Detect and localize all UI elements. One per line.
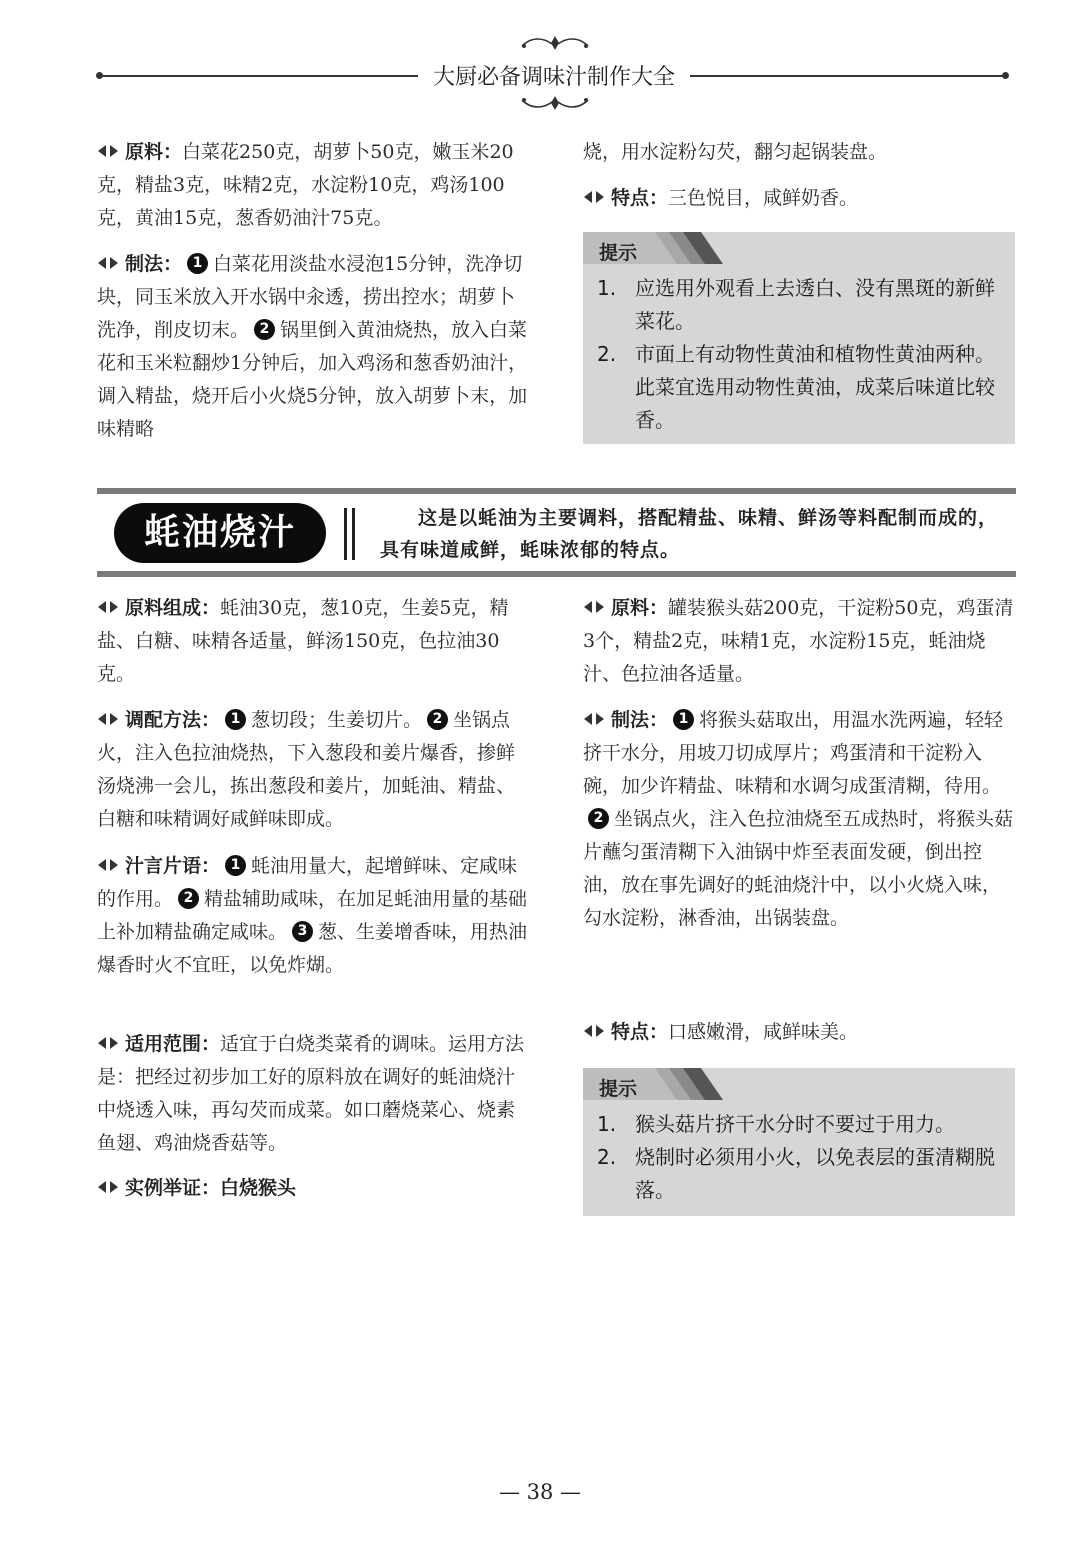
diamond-bullet-icon: [97, 712, 119, 726]
tip-item-number: 1.: [597, 276, 617, 300]
page-header-title: 大厨必备调味汁制作大全: [432, 65, 675, 90]
step-number-badge: 3: [292, 921, 313, 942]
s1-feature-label: 特点：: [611, 187, 669, 209]
s2-composition-text: 蚝油30克，葱10克，生姜5克，精盐、白糖、味精各适量，鲜汤150克，色拉油30克。: [97, 597, 509, 685]
diamond-bullet-icon: [583, 1024, 605, 1038]
tip-item-text: 猴头菇片挤干水分时不要过于用力。: [635, 1112, 955, 1136]
tip-item-text: 烧制时必须用小火，以免表层的蛋清糊脱落。: [635, 1145, 995, 1202]
s2-notes-step1: 蚝油用量大，起增鲜味、定咸味的作用。: [97, 855, 518, 910]
page-number: — 38 —: [498, 1480, 582, 1504]
s1-method-step2: 锅里倒入黄油烧热，放入白菜花和玉米粒翻炒1分钟后，加入鸡汤和葱香奶油汁，调入精盐，烧开后小火烧5分钟，放入胡萝卜末，加味精略: [97, 319, 528, 440]
step-number-badge: 1: [187, 253, 208, 274]
step-number-badge: 2: [588, 808, 609, 829]
s1-continuation-text: 烧，用水淀粉勾芡，翻匀起锅装盘。: [583, 141, 888, 163]
diamond-bullet-icon: [97, 1180, 119, 1194]
step-number-badge: 1: [225, 855, 246, 876]
s2-method-label: 制法：: [611, 709, 669, 731]
s1-ingredients-paragraph: [97, 136, 529, 235]
s2-tip-box: [583, 1068, 1015, 1216]
tip-item-number: 2.: [597, 1145, 617, 1169]
diamond-bullet-icon: [97, 144, 119, 158]
section-title: 蚝油烧汁: [143, 512, 296, 553]
tip-item-number: 2.: [597, 342, 617, 366]
s1-method-paragraph: [97, 248, 529, 446]
section-intro: 这是以蚝油为主要调料，搭配精盐、味精、鲜汤等料配制而成的，具有味道咸鲜，蚝味浓郁的特点。: [380, 507, 999, 561]
s1-feature-text: 三色悦目，咸鲜奶香。: [668, 187, 859, 209]
tip-item-text: 应选用外观看上去透白、没有黑斑的新鲜菜花。: [635, 276, 995, 333]
s2-prep-label: 调配方法：: [125, 709, 221, 731]
s1-method-label: 制法：: [125, 253, 183, 275]
s2-prep-paragraph: [97, 704, 529, 836]
s2-ingredients-label: 原料：: [611, 597, 669, 619]
s2-scope-label: 适用范围：: [125, 1033, 221, 1055]
divider-bar: [352, 508, 355, 560]
list-item: [597, 1141, 1007, 1207]
s2-method-step1: 将猴头菇取出，用温水洗两遍，轻轻挤干水分，用坡刀切成厚片；鸡蛋清和干淀粉入碗，加少许精盐、味精和水调匀成蛋清糊，待用。: [583, 709, 1004, 797]
s2-feature-text: 口感嫩滑，咸鲜味美。: [668, 1021, 859, 1043]
s1-method-step1: 白菜花用淡盐水浸泡15分钟，洗净切块，同玉米放入开水锅中汆透，捞出控水；胡萝卜洗净，削皮切末。: [97, 253, 523, 341]
s1-feature-paragraph: [583, 182, 1015, 215]
diamond-bullet-icon: [583, 190, 605, 204]
s2-notes-label: 汁言片语：: [125, 855, 221, 877]
step-number-badge: 2: [427, 709, 448, 730]
s2-feature-label: 特点：: [611, 1021, 669, 1043]
list-item: [597, 338, 1007, 437]
diamond-bullet-icon: [97, 600, 119, 614]
s2-method-step2: 坐锅点火，注入色拉油烧至五成热时，将猴头菇片蘸匀蛋清糊下入油锅中炸至表面发硬，倒出控油，放在事先调好的蚝油烧汁中，以小火烧入味，勾水淀粉，淋香油，出锅装盘。: [583, 808, 1014, 929]
s1-tip-list: [597, 272, 1007, 437]
s2-scope-text: 适宜于白烧类菜肴的调味。运用方法是：把经过初步加工好的原料放在调好的蚝油烧汁中烧透入味，再勾芡而成菜。如口蘑烧菜心、烧素鱼翅、鸡油烧香菇等。: [97, 1033, 525, 1154]
s2-example-text: 白烧猴头: [220, 1177, 297, 1199]
header-rule-left: [100, 75, 418, 77]
s2-notes-paragraph: [97, 850, 529, 982]
diamond-bullet-icon: [97, 1036, 119, 1050]
s2-composition-paragraph: [97, 592, 529, 691]
diamond-bullet-icon: [583, 600, 605, 614]
step-number-badge: 1: [225, 709, 246, 730]
section-divider-top: [97, 488, 1016, 494]
s2-feature-paragraph: [583, 1016, 1015, 1049]
header-ornament-bottom: [518, 94, 592, 112]
s1-tip-box: [583, 232, 1015, 444]
divider-bar: [344, 508, 347, 560]
s2-composition-label: 原料组成：: [125, 597, 221, 619]
step-number-badge: 2: [254, 319, 275, 340]
diamond-bullet-icon: [97, 256, 119, 270]
section-divider-bottom: [97, 571, 1016, 577]
tip-item-text: 市面上有动物性黄油和植物性黄油两种。此菜宜选用动物性黄油，成菜后味道比较香。: [635, 342, 995, 432]
step-number-badge: 1: [673, 709, 694, 730]
list-item: [597, 272, 1007, 338]
header-line-dot-right: [1002, 72, 1009, 79]
s2-prep-step2: 坐锅点火，注入色拉油烧热，下入葱段和姜片爆香，掺鲜汤烧沸一会儿，拣出葱段和姜片，加蚝油、精盐、白糖和味精调好咸鲜味即成。: [97, 709, 516, 830]
s1-method-continuation: [583, 136, 1015, 169]
s2-prep-step1: 葱切段；生姜切片。: [251, 709, 423, 731]
diamond-bullet-icon: [97, 858, 119, 872]
s2-tip-label: 提示: [599, 1078, 638, 1100]
s1-ingredients-label: 原料：: [125, 141, 183, 163]
list-item: [597, 1108, 1007, 1141]
s2-notes-step2: 精盐辅助咸味，在加足蚝油用量的基础上补加精盐确定咸味。: [97, 888, 528, 943]
section-title-banner: [114, 503, 326, 563]
s2-example-label: 实例举证：: [125, 1177, 221, 1199]
tip-item-number: 1.: [597, 1112, 617, 1136]
step-number-badge: 2: [178, 888, 199, 909]
s2-method-paragraph: [583, 704, 1015, 935]
diamond-bullet-icon: [583, 712, 605, 726]
s1-tip-label: 提示: [599, 242, 638, 264]
s2-tip-list: [597, 1108, 1007, 1207]
s2-example-paragraph: [97, 1172, 529, 1205]
s2-scope-paragraph: [97, 1028, 529, 1160]
header-rule-right: [690, 75, 1006, 77]
header-ornament-top: [518, 34, 592, 52]
s2-ingredients-text: 罐装猴头菇200克，干淀粉50克，鸡蛋清3个，精盐2克，味精1克，水淀粉15克，蚝油烧汁、色拉油各适量。: [583, 597, 1014, 685]
s2-notes-step3: 葱、生姜增香味，用热油爆香时火不宜旺，以免炸煳。: [97, 921, 528, 976]
s2-ingredients-paragraph: [583, 592, 1015, 691]
s1-ingredients-text: 白菜花250克，胡萝卜50克，嫩玉米20克，精盐3克，味精2克，水淀粉10克，鸡汤100克，黄油15克，葱香奶油汁75克。: [97, 141, 514, 229]
